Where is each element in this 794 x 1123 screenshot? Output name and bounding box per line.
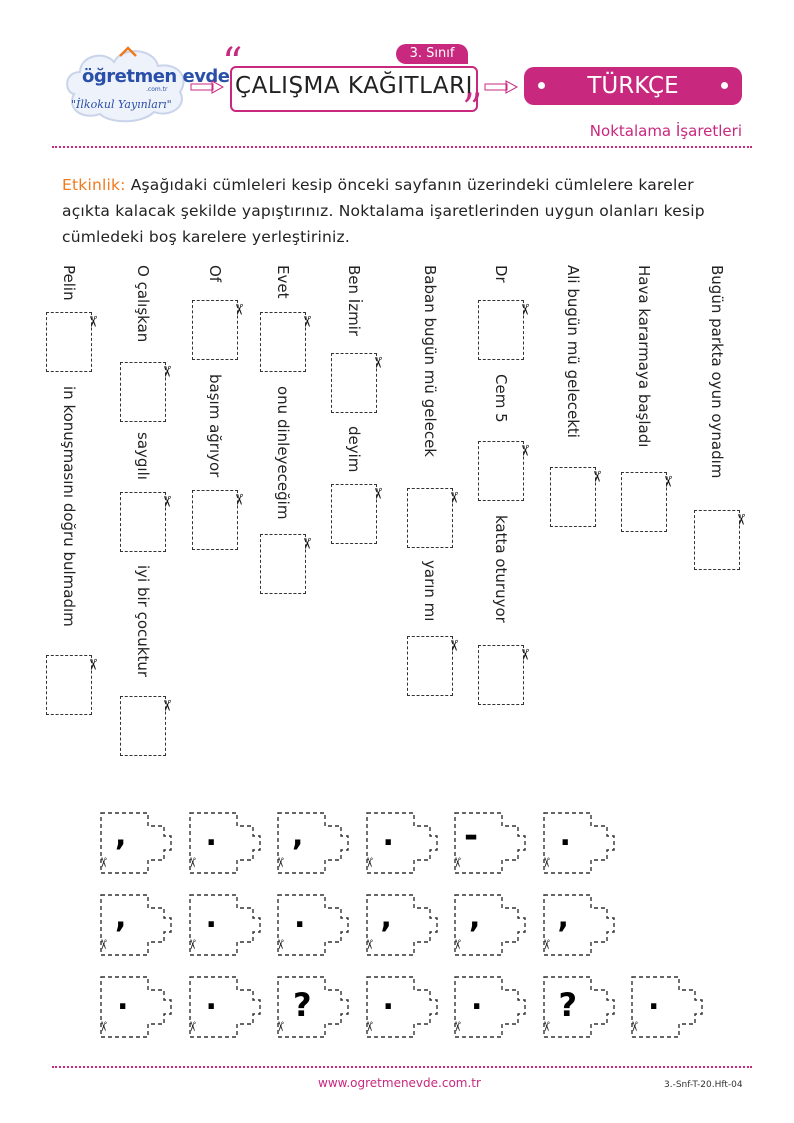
- arrow-right-icon: [484, 80, 518, 94]
- instructions-text: Aşağıdaki cümleleri kesip önceki sayfanın üzerindeki cümlelere kareler açıkta kalacak şekilde yapıştırınız. Noktalama işaretlerinden uygun olanları kesip cümledeki boş karelere yerleştiriniz.: [62, 176, 705, 246]
- piece-outline: [189, 894, 271, 956]
- punctuation-mark: .: [648, 982, 660, 1017]
- sentence-fragment: O çalışkan: [134, 265, 152, 343]
- scissors-icon: ✂: [515, 648, 534, 661]
- scissors-icon: ✂: [183, 939, 199, 950]
- bottom-divider: [52, 1066, 752, 1068]
- scissors-icon: ✂: [297, 537, 316, 550]
- open-quote-icon: “: [222, 40, 243, 86]
- scissors-icon: ✂: [625, 1021, 641, 1032]
- scissors-icon: ✂: [297, 315, 316, 328]
- sentence-fragment: Of: [206, 265, 224, 283]
- punctuation-piece[interactable]: [360, 976, 448, 1038]
- arrow-right-icon: [190, 80, 224, 94]
- sentence-fragment: Evet: [274, 265, 292, 299]
- scissors-icon: ✂: [448, 857, 464, 868]
- scissors-icon: ✂: [515, 444, 534, 457]
- scissors-icon: ✂: [157, 365, 176, 378]
- scissors-icon: ✂: [448, 1021, 464, 1032]
- top-divider: [52, 146, 752, 148]
- piece-outline: [277, 976, 359, 1038]
- piece-outline: [100, 894, 182, 956]
- scissors-icon: ✂: [183, 857, 199, 868]
- sentence-fragment: deyim: [345, 426, 363, 473]
- scissors-icon: ✂: [537, 1021, 553, 1032]
- scissors-icon: ✂: [444, 491, 463, 504]
- punctuation-mark: .: [117, 982, 129, 1017]
- scissors-icon: ✂: [368, 356, 387, 369]
- punctuation-piece[interactable]: [271, 976, 359, 1038]
- punctuation-piece[interactable]: [271, 894, 359, 956]
- punctuation-mark: .: [205, 982, 217, 1017]
- sentence-fragment: Cem 5: [492, 374, 510, 423]
- scissors-icon: ✂: [94, 1021, 110, 1032]
- punctuation-piece[interactable]: [94, 894, 182, 956]
- sentence-fragment: Dr: [492, 265, 510, 283]
- sentence-fragment: Baban bugün mü gelecek: [421, 265, 439, 457]
- scissors-icon: ✂: [271, 1021, 287, 1032]
- subject-label: TÜRKÇE: [587, 73, 679, 99]
- punctuation-piece[interactable]: [625, 976, 713, 1038]
- footer-code: 3.-Snf-T-20.Hft-04: [664, 1080, 743, 1090]
- logo-domain: .com.tr: [146, 86, 168, 93]
- logo-name: öğretmen evde: [82, 66, 230, 87]
- scissors-icon: ✂: [83, 315, 102, 328]
- punctuation-piece[interactable]: [183, 812, 271, 874]
- piece-outline: [100, 812, 182, 874]
- sentence-fragment: yarın mı: [421, 560, 439, 622]
- punctuation-piece[interactable]: [183, 894, 271, 956]
- page-title: ÇALIŞMA KAĞITLARI: [235, 73, 473, 99]
- scissors-icon: ✂: [731, 513, 750, 526]
- scissors-icon: ✂: [515, 303, 534, 316]
- piece-outline: [543, 976, 625, 1038]
- scissors-icon: ✂: [658, 475, 677, 488]
- sentence-fragment: in konuşmasını doğru bulmadım: [60, 386, 78, 627]
- punctuation-mark: .: [559, 818, 571, 853]
- scissors-icon: ✂: [271, 857, 287, 868]
- scissors-icon: ✂: [271, 939, 287, 950]
- logo-tagline: "İlkokul Yayınları": [71, 98, 172, 111]
- grade-badge: 3. Sınıf: [396, 44, 468, 64]
- scissors-icon: ✂: [83, 658, 102, 671]
- bullet-icon: [538, 82, 545, 89]
- sentence-fragment: saygılı: [134, 432, 152, 480]
- piece-outline: [277, 812, 359, 874]
- scissors-icon: ✂: [537, 857, 553, 868]
- punctuation-piece[interactable]: [537, 976, 625, 1038]
- punctuation-mark: .: [471, 982, 483, 1017]
- close-quote-icon: ”: [462, 86, 483, 132]
- punctuation-piece[interactable]: [271, 812, 359, 874]
- punctuation-mark: .: [205, 818, 217, 853]
- subject-badge: [524, 67, 742, 105]
- punctuation-mark: ,: [292, 818, 304, 853]
- punctuation-mark: .: [382, 982, 394, 1017]
- piece-outline: [366, 894, 448, 956]
- piece-outline: [366, 812, 448, 874]
- punctuation-piece[interactable]: [94, 976, 182, 1038]
- piece-outline: [454, 894, 536, 956]
- instructions: [62, 172, 742, 250]
- scissors-icon: ✂: [94, 857, 110, 868]
- piece-outline: [189, 812, 271, 874]
- scissors-icon: ✂: [183, 1021, 199, 1032]
- scissors-icon: ✂: [229, 493, 248, 506]
- scissors-icon: ✂: [94, 939, 110, 950]
- punctuation-piece[interactable]: [94, 812, 182, 874]
- sentence-fragment: başım ağrıyor: [206, 374, 224, 478]
- punctuation-mark: ,: [469, 900, 481, 935]
- piece-outline: [366, 976, 448, 1038]
- punctuation-mark: .: [382, 818, 394, 853]
- sentence-fragment: Pelin: [60, 265, 78, 301]
- scissors-icon: ✂: [448, 939, 464, 950]
- instructions-lead: Etkinlik:: [62, 176, 126, 194]
- sentence-fragment: iyi bir çocuktur: [134, 565, 152, 678]
- footer-website[interactable]: www.ogretmenevde.com.tr: [318, 1076, 481, 1090]
- scissors-icon: ✂: [157, 699, 176, 712]
- piece-outline: [543, 894, 625, 956]
- punctuation-mark: ,: [115, 900, 127, 935]
- sentence-fragment: Bugün parkta oyun oynadım: [708, 265, 726, 479]
- punctuation-piece[interactable]: [448, 894, 536, 956]
- punctuation-mark: ?: [558, 986, 578, 1024]
- sentence-fragment: Hava kararmaya başladı: [635, 265, 653, 448]
- punctuation-piece[interactable]: [448, 812, 536, 874]
- piece-outline: [100, 976, 182, 1038]
- scissors-icon: ✂: [360, 939, 376, 950]
- scissors-icon: ✂: [587, 470, 606, 483]
- punctuation-mark: ,: [380, 900, 392, 935]
- piece-outline: [277, 894, 359, 956]
- sentence-fragment: Ben İzmir: [345, 265, 363, 337]
- topic-label: Noktalama İşaretleri: [589, 122, 742, 140]
- punctuation-mark: -: [464, 816, 479, 856]
- piece-outline: [189, 976, 271, 1038]
- piece-outline: [543, 812, 625, 874]
- scissors-icon: ✂: [360, 1021, 376, 1032]
- punctuation-piece[interactable]: [448, 976, 536, 1038]
- punctuation-piece[interactable]: [183, 976, 271, 1038]
- punctuation-piece[interactable]: [537, 812, 625, 874]
- punctuation-mark: ?: [293, 986, 312, 1024]
- punctuation-mark: .: [294, 900, 306, 935]
- sentence-fragment: Ali bugün mü gelecekti: [564, 265, 582, 438]
- scissors-icon: ✂: [444, 639, 463, 652]
- sentence-fragment: katta oturuyor: [492, 515, 510, 623]
- punctuation-piece[interactable]: [537, 894, 625, 956]
- punctuation-piece[interactable]: [360, 812, 448, 874]
- punctuation-mark: ,: [115, 818, 127, 853]
- bullet-icon: [721, 82, 728, 89]
- scissors-icon: ✂: [229, 303, 248, 316]
- sentence-fragment: onu dinleyeceğim: [274, 386, 292, 520]
- piece-outline: [631, 976, 713, 1038]
- punctuation-mark: .: [205, 900, 217, 935]
- punctuation-piece[interactable]: [360, 894, 448, 956]
- punctuation-mark: ,: [557, 900, 569, 935]
- scissors-icon: ✂: [157, 495, 176, 508]
- piece-outline: [454, 976, 536, 1038]
- scissors-icon: ✂: [537, 939, 553, 950]
- scissors-icon: ✂: [360, 857, 376, 868]
- scissors-icon: ✂: [368, 487, 387, 500]
